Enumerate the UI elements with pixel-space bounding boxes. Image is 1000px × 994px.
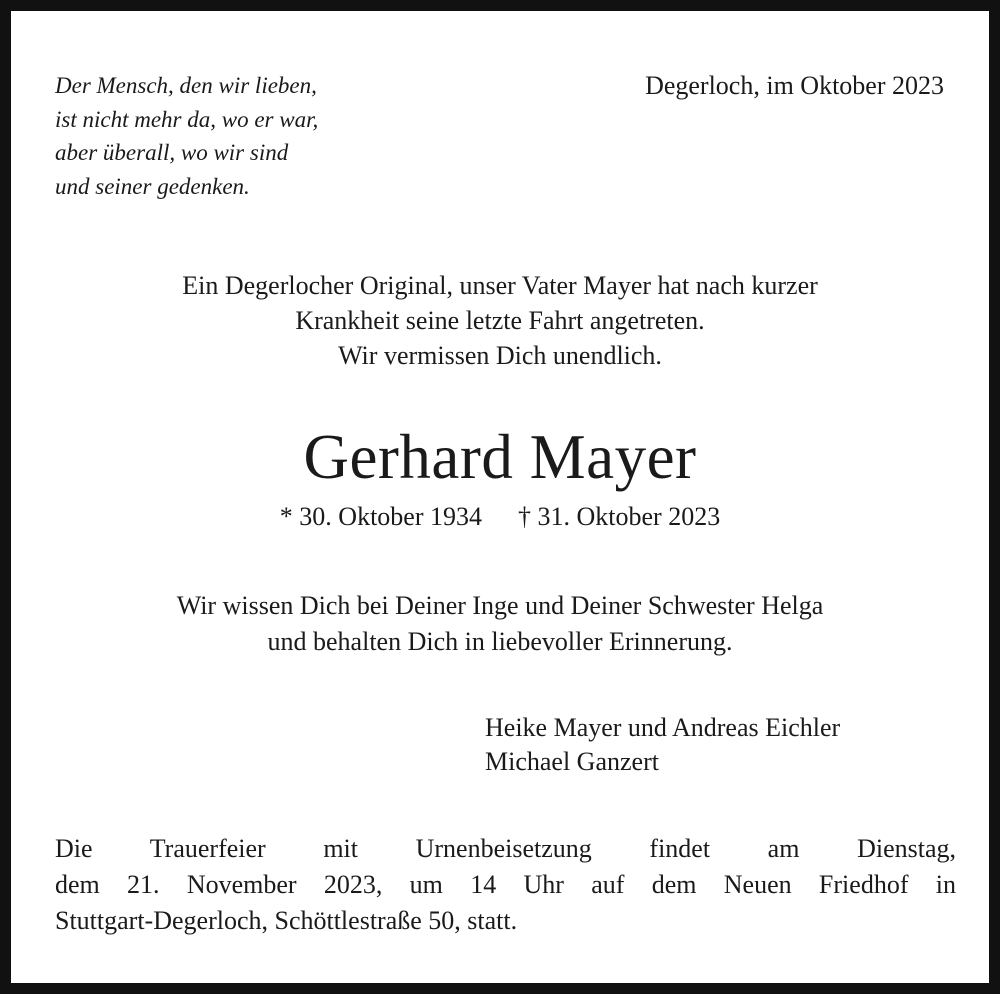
death-date: † 31. Oktober 2023 [518,502,721,531]
intro-line: Wir vermissen Dich unendlich. [338,341,662,370]
remembrance-line: und behalten Dich in liebevoller Erinnerung. [267,627,733,656]
ceremony-line: dem 21. November 2023, um 14 Uhr auf dem Neuen Friedhof in [55,870,956,899]
funeral-ceremony-info [55,831,956,939]
mourner-name: Michael Ganzert [485,747,659,776]
quote-line: ist nicht mehr da, wo er war, [55,106,319,132]
intro-line: Ein Degerlocher Original, unser Vater Mayer hat nach kurzer [182,271,818,300]
mourner-name: Heike Mayer und Andreas Eichler [485,713,841,742]
remembrance-line: Wir wissen Dich bei Deiner Inge und Deiner Schwester Helga [176,591,824,620]
intro-text [22,268,978,373]
birth-date: * 30. Oktober 1934 [279,502,482,531]
deceased-name: Gerhard Mayer [303,422,697,492]
life-dates [22,500,978,534]
quote-line: Der Mensch, den wir lieben, [55,73,317,98]
place-and-date: Degerloch, im Oktober 2023 [645,71,944,100]
quote-line: und seiner gedenken. [55,173,250,199]
mourners-list [485,711,840,779]
ceremony-line: Stuttgart-Degerloch, Schöttlestraße 50, statt. [55,906,518,935]
quote-line: aber überall, wo wir sind [55,140,289,165]
ceremony-line: Die Trauerfeier mit Urnenbeisetzung findet am Dienstag, [55,834,956,863]
remembrance-text [22,588,978,660]
intro-line: Krankheit seine letzte Fahrt angetreten. [295,306,705,335]
memorial-quote [55,69,415,203]
